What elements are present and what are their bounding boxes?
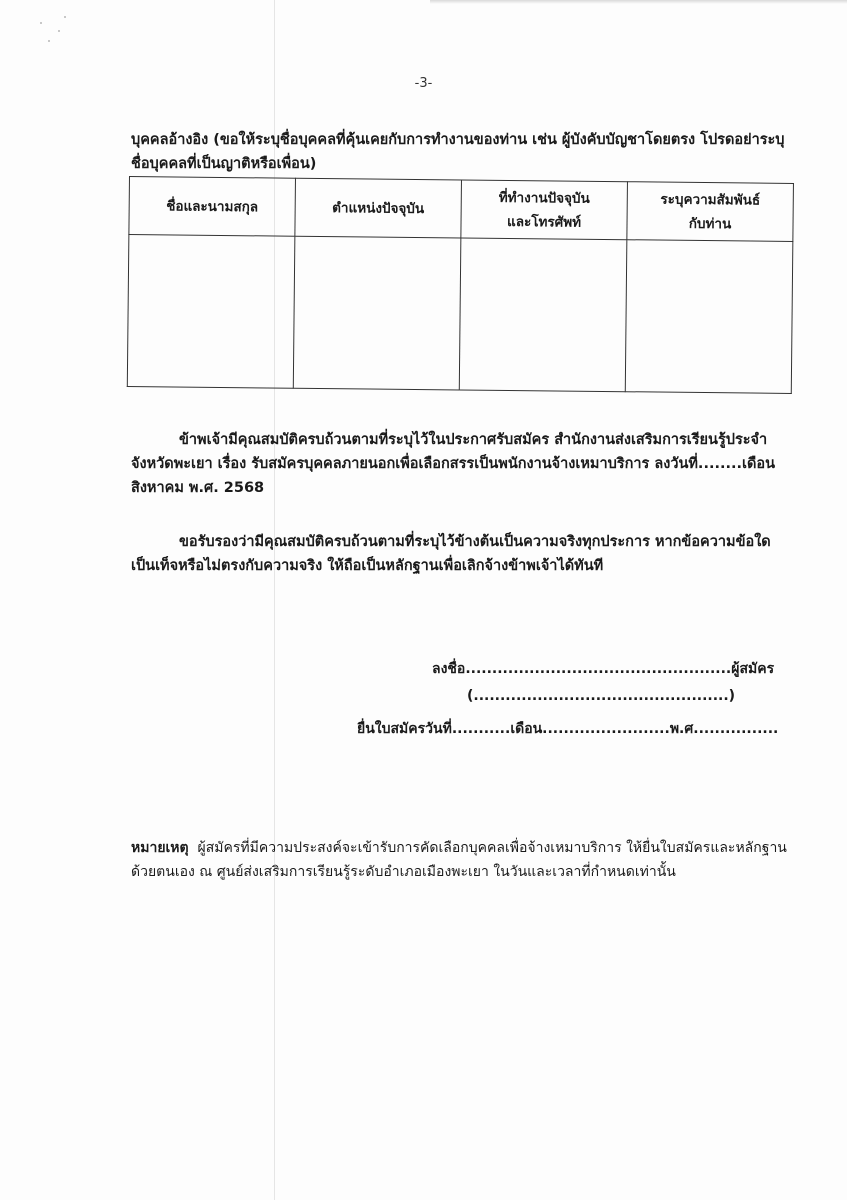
table-cell-position[interactable]	[293, 236, 461, 390]
scan-speck	[58, 30, 60, 32]
note-line1	[131, 836, 811, 860]
scan-speck	[48, 40, 50, 42]
column-header-position	[295, 178, 462, 238]
qualification-line3: สิงหาคม พ.ศ. 2568	[131, 480, 265, 496]
column-header-workplace	[461, 180, 628, 240]
submission-date-line: ยื่นใบสมัครวันที่...........เดือน........................พ.ศ................	[357, 721, 779, 737]
column-header-label: ตำแหน่งปัจจุบัน	[332, 199, 425, 217]
certification-paragraph	[131, 530, 811, 578]
printed-name-line: (................................................)	[467, 688, 736, 704]
column-header-relationship	[627, 182, 794, 242]
qualification-line1: ข้าพเจ้ามีคุณสมบัติครบถ้วนตามที่ระบุไว้ในประกาศรับสมัคร สำนักงานส่งเสริมการเรียนรู้ประจำ	[179, 432, 768, 448]
table-cell-workplace[interactable]	[459, 238, 627, 392]
table-row	[127, 235, 793, 394]
table-header-row	[129, 177, 794, 242]
column-header-name	[129, 177, 296, 237]
table-cell-name[interactable]	[127, 235, 295, 389]
scan-speck	[40, 22, 42, 24]
references-heading-line2: ชื่อบุคคลที่เป็นญาติหรือเพื่อน)	[131, 156, 317, 172]
column-header-label: ชื่อและนามสกุล	[166, 197, 259, 215]
references-heading-line1: บุคคลอ้างอิง (ขอให้ระบุชื่อบุคคลที่คุ้นเคยกับการทำงานของท่าน เช่น ผู้บังคับบัญชาโดยตรง โปรดอย่าระบุ	[131, 132, 785, 148]
references-table	[127, 176, 794, 394]
note-label: หมายเหตุ	[131, 840, 189, 856]
qualification-line2: จังหวัดพะเยา เรื่อง รับสมัครบุคคลภายนอกเพื่อเลือกสรรเป็นพนักงานจ้างเหมาบริการ ลงวันที่........เดือน	[131, 456, 775, 472]
qualification-paragraph	[131, 428, 811, 500]
note-text-line1: ผู้สมัครที่มีความประสงค์จะเข้ารับการคัดเลือกบุคคลเพื่อจ้างเหมาบริการ ให้ยื่นใบสมัครและหลักฐาน	[197, 840, 787, 856]
column-header-label: ที่ทำงานปัจจุบัน และโทรศัพท์	[498, 189, 590, 231]
scan-top-edge	[430, 0, 847, 4]
note-paragraph	[131, 836, 811, 884]
page-number: -3-	[414, 76, 433, 91]
references-heading	[131, 128, 811, 176]
column-header-label: ระบุความสัมพันธ์ กับท่าน	[660, 191, 761, 232]
table-cell-relationship[interactable]	[625, 240, 793, 394]
note-text-line2: ด้วยตนเอง ณ ศูนย์ส่งเสริมการเรียนรู้ระดับอำเภอเมืองพะเยา ในวันและเวลาที่กำหนดเท่านั้น	[131, 864, 676, 880]
certification-line2: เป็นเท็จหรือไม่ตรงกับความจริง ให้ถือเป็นหลักฐานเพื่อเลิกจ้างข้าพเจ้าได้ทันที	[131, 558, 604, 574]
signature-line: ลงชื่อ..................................................ผู้สมัคร	[432, 661, 775, 677]
scan-speck	[64, 16, 66, 18]
certification-line1: ขอรับรองว่ามีคุณสมบัติครบถ้วนตามที่ระบุไว้ข้างต้นเป็นความจริงทุกประการ หากข้อความข้อใด	[179, 534, 771, 550]
